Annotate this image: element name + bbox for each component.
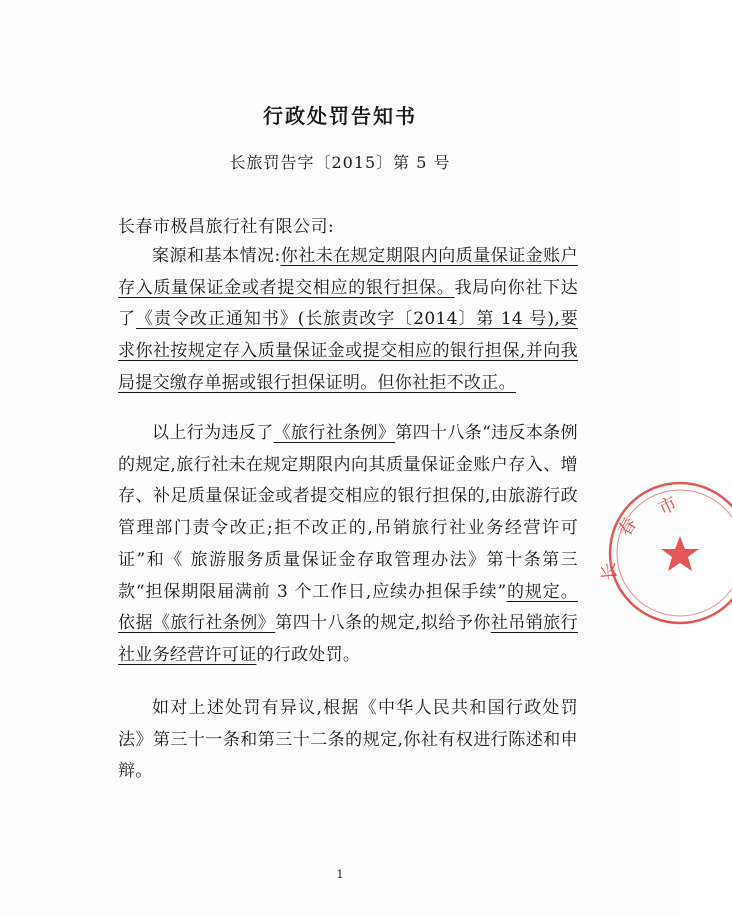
underlined-text: 《旅行社条例》 [152, 613, 276, 634]
svg-text:春: 春 [614, 514, 642, 541]
paragraph-text: 的行政处罚。 [256, 644, 361, 665]
paragraph-text: 我局向你社下达了 [118, 277, 578, 330]
svg-text:市: 市 [655, 492, 681, 520]
paragraph-violation [118, 418, 578, 672]
document-title: 行政处罚告知书 [263, 104, 417, 128]
svg-text:长: 长 [598, 561, 621, 582]
paragraph-text: 第四十八条“违反本条例的规定,旅行社未在规定期限内向其质量保证金账户存入、增存、补足质量保证金或者提交相应的银行担保的,由旅游行政管理部门责令改正;拒不改正的,吊销旅行社业务经营许可证”和《 旅游服务质量保证金存取管理办法》第十条第三款“担保期限届满前 3 个工作日,应续办担保手续” [118, 423, 578, 602]
underlined-text: 的规定。依据 [118, 581, 578, 634]
document-number: 长旅罚告字〔2015〕第 5 号 [229, 153, 451, 172]
underlined-text: 你社未在规定期限内向质量保证金账户存入质量保证金或者提交相应的银行担保。 [118, 246, 578, 298]
page-number: 1 [336, 868, 344, 881]
paragraph-right-to-appeal: 如对上述处罚有异议,根据《中华人民共和国行政处罚法》第三十一条和第三十二条的规定,你社有权进行陈述和申辩。 [118, 698, 578, 782]
addressee: 长春市极昌旅行社有限公司: [118, 217, 335, 237]
underlined-text: 社吊销旅行社业务经营许可证 [118, 613, 578, 665]
paragraph-text: 第四十八条的规定,拟给予你 [275, 613, 491, 634]
paragraph-case-background [118, 241, 578, 400]
underlined-text: 《旅行社条例》 [273, 423, 396, 443]
paragraph-text: 以上行为违反了 [152, 423, 274, 443]
underlined-text: 《责令改正通知书》(长旅责改字〔2014〕第 14 号),要求你社按规定存入质量保证金或提交相应的银行担保,并向我局提交缴存单据或银行担保证明。但你社拒不改正。 [118, 309, 578, 393]
paragraph-lead: 案源和基本情况: [152, 246, 281, 266]
official-seal-icon [598, 478, 732, 628]
